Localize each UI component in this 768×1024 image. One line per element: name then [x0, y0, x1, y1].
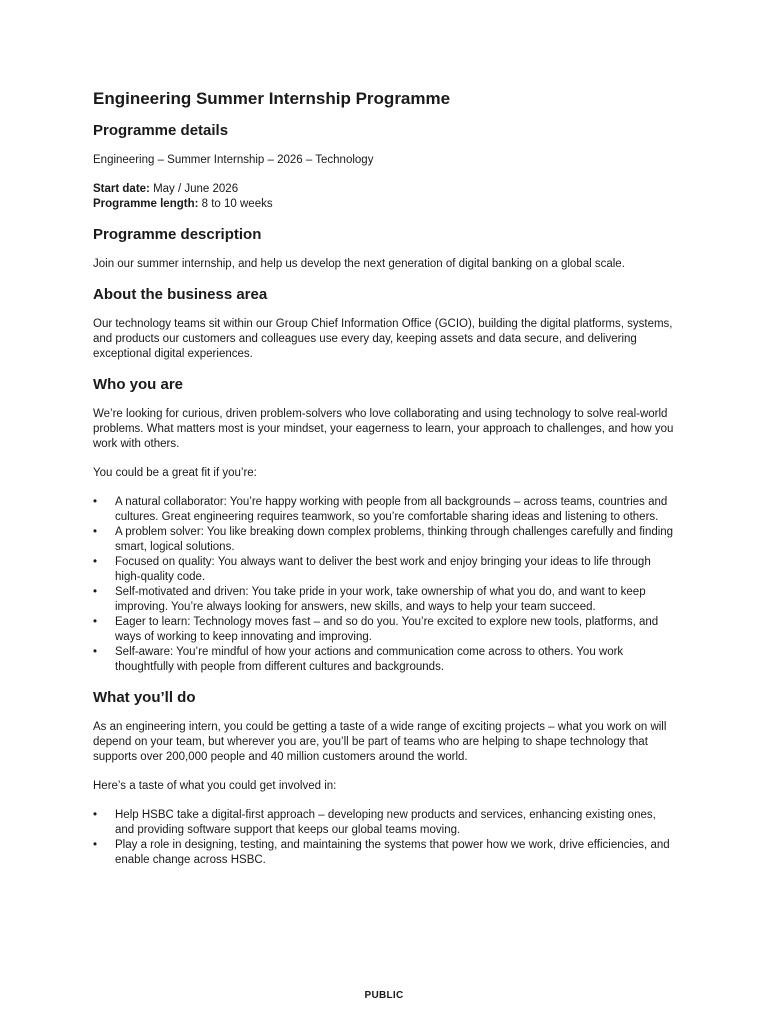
start-date	[93, 182, 678, 197]
programme-description-text: Join our summer internship, and help us develop the next generation of digital banking on a global scale.	[93, 258, 625, 270]
who-you-are-lead: You could be a great fit if you’re:	[93, 467, 257, 479]
list-item-text: Self-aware: You’re mindful of how your actions and communication come across to others. You work thoughtfully with people from different cultures and backgrounds.	[115, 646, 624, 673]
start-date-value: May / June 2026	[149, 183, 239, 195]
list-item	[93, 808, 678, 838]
bullet-mark: •	[93, 646, 98, 658]
list-item-text: Focused on quality: You always want to deliver the best work and enjoy bringing your ideas to life through high-quality code.	[115, 556, 651, 583]
list-item-text: Eager to learn: Technology moves fast – and so do you. You’re excited to explore new tools, platforms, and ways of working to keep innovating and improving.	[115, 616, 659, 643]
list-item	[93, 555, 678, 585]
document-body	[93, 88, 678, 882]
programme-description-heading: Programme description	[93, 226, 262, 243]
what-youll-do-lead: Here’s a taste of what you could get involved in:	[93, 780, 337, 792]
business-area-text: Our technology teams sit within our Group Chief Information Office (GCIO), building the digital platforms, systems, and products our customers and colleagues use every day, keeping assets and data secure, and delivering exceptional digital experiences.	[93, 318, 673, 360]
bullet-mark: •	[93, 586, 98, 598]
bullet-mark: •	[93, 839, 98, 851]
bullet-mark: •	[93, 496, 98, 508]
list-item	[93, 525, 678, 555]
what-youll-do-heading: What you’ll do	[93, 689, 196, 706]
list-item	[93, 645, 678, 675]
classification-footer: PUBLIC	[364, 990, 404, 1001]
list-item	[93, 585, 678, 615]
bullet-mark: •	[93, 616, 98, 628]
bullet-mark: •	[93, 556, 98, 568]
business-area-heading: About the business area	[93, 286, 268, 303]
who-you-are-heading: Who you are	[93, 376, 184, 393]
programme-details-heading: Programme details	[93, 122, 229, 139]
qualities-list	[93, 495, 678, 675]
programme-length-label: Programme length:	[93, 198, 199, 210]
list-item	[93, 495, 678, 525]
what-youll-do-intro: As an engineering intern, you could be getting a taste of a wide range of exciting projects – what you work on will depend on your team, but wherever you are, you’ll be part of teams who are helping to shape technology that supports over 200,000 people and 40 million customers around the world.	[93, 721, 667, 763]
page-title: Engineering Summer Internship Programme	[93, 89, 451, 108]
programme-length	[93, 197, 678, 212]
list-item-text: Self-motivated and driven: You take pride in your work, take ownership of what you do, and want to keep improving. You’re always looking for answers, new skills, and ways to help your team succeed.	[115, 586, 646, 613]
programme-subtitle: Engineering – Summer Internship – 2026 – Technology	[93, 154, 374, 166]
programme-length-value: 8 to 10 weeks	[198, 198, 273, 210]
list-item-text: A problem solver: You like breaking down complex problems, thinking through challenges carefully and finding smart, logical solutions.	[115, 526, 674, 553]
list-item	[93, 615, 678, 645]
list-item-text: Play a role in designing, testing, and maintaining the systems that power how we work, drive efficiencies, and enable change across HSBC.	[115, 839, 670, 866]
who-you-are-intro: We’re looking for curious, driven problem-solvers who love collaborating and using technology to solve real-world problems. What matters most is your mindset, your eagerness to learn, your approach to challenges, and how you work with others.	[93, 408, 674, 450]
involvement-list	[93, 808, 678, 868]
bullet-mark: •	[93, 526, 98, 538]
list-item-text: A natural collaborator: You’re happy working with people from all backgrounds – across teams, countries and cultures. Great engineering requires teamwork, so you’re comfortable sharing ideas and listening to others.	[115, 496, 668, 523]
list-item-text: Help HSBC take a digital-first approach – developing new products and services, enhancing existing ones, and providing software support that keeps our global teams moving.	[115, 809, 656, 836]
start-date-label: Start date:	[93, 183, 150, 195]
list-item	[93, 838, 678, 868]
bullet-mark: •	[93, 809, 98, 821]
